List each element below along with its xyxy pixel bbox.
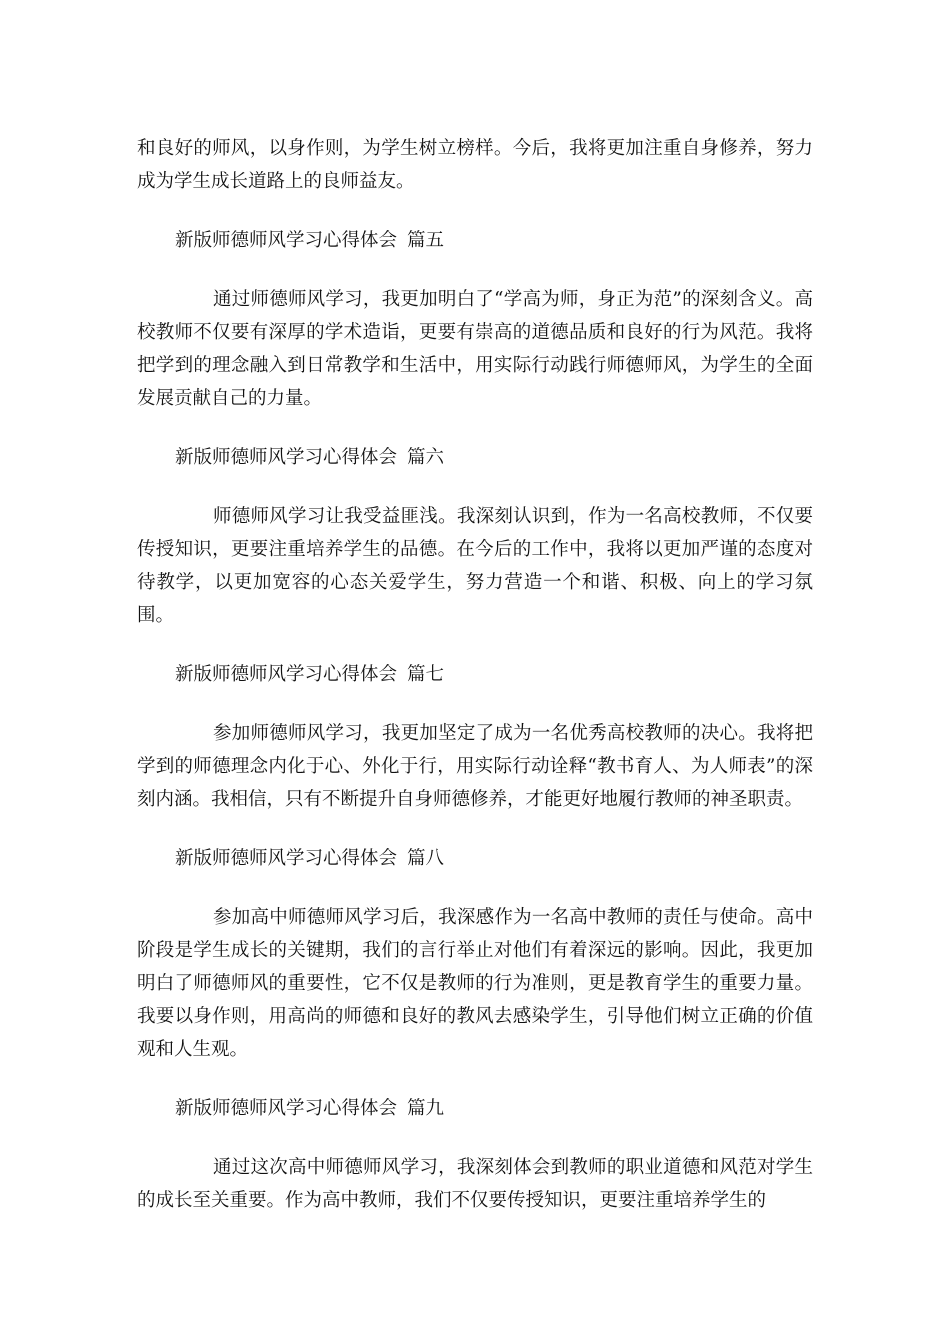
section-title: 新版师德师风学习心得体会 [175,848,398,869]
section-chapter: 篇六 [407,447,445,468]
section-heading-9 [137,1092,813,1125]
section-heading-6 [137,441,813,474]
section-body-8: 参加高中师德师风学习后，我深感作为一名高中教师的责任与使命。高中阶段是学生成长的关键期，我们的言行举止对他们有着深远的影响。因此，我更加明白了师德师风的重要性，它不仅是教师的行为准则，更是教育学生的重要力量。我要以身作则，用高尚的师德和良好的教风去感染学生，引导他们树立正确的价值观和人生观。 [137,907,813,1060]
section-chapter: 篇九 [407,1098,445,1119]
opening-paragraph: 和良好的师风，以身作则，为学生树立榜样。今后，我将更加注重自身修养，努力成为学生成长道路上的良师益友。 [137,138,813,192]
section-title: 新版师德师风学习心得体会 [175,447,398,468]
section-title: 新版师德师风学习心得体会 [175,230,398,251]
section-body-9: 通过这次高中师德师风学习，我深刻体会到教师的职业道德和风范对学生的成长至关重要。作为高中教师，我们不仅要传授知识，更要注重培养学生的 [137,1157,813,1211]
section-chapter: 篇五 [407,230,445,251]
document-content [137,132,813,1243]
section-chapter: 篇八 [407,848,445,869]
section-heading-7 [137,658,813,691]
section-title: 新版师德师风学习心得体会 [175,664,398,685]
section-title: 新版师德师风学习心得体会 [175,1098,398,1119]
section-body-5: 通过师德师风学习，我更加明白了“学高为师，身正为范”的深刻含义。高校教师不仅要有深厚的学术造诣，更要有崇高的道德品质和良好的行为风范。我将把学到的理念融入到日常教学和生活中，用实际行动践行师德师风，为学生的全面发展贡献自己的力量。 [137,289,813,409]
section-heading-5 [137,224,813,257]
section-body-6: 师德师风学习让我受益匪浅。我深刻认识到，作为一名高校教师，不仅要传授知识，更要注重培养学生的品德。在今后的工作中，我将以更加严谨的态度对待教学，以更加宽容的心态关爱学生，努力营造一个和谐、积极、向上的学习氛围。 [137,506,813,626]
section-chapter: 篇七 [407,664,445,685]
section-heading-8 [137,842,813,875]
section-body-7: 参加师德师风学习，我更加坚定了成为一名优秀高校教师的决心。我将把学到的师德理念内化于心、外化于行，用实际行动诠释“教书育人、为人师表”的深刻内涵。我相信，只有不断提升自身师德修养，才能更好地履行教师的神圣职责。 [137,723,813,810]
